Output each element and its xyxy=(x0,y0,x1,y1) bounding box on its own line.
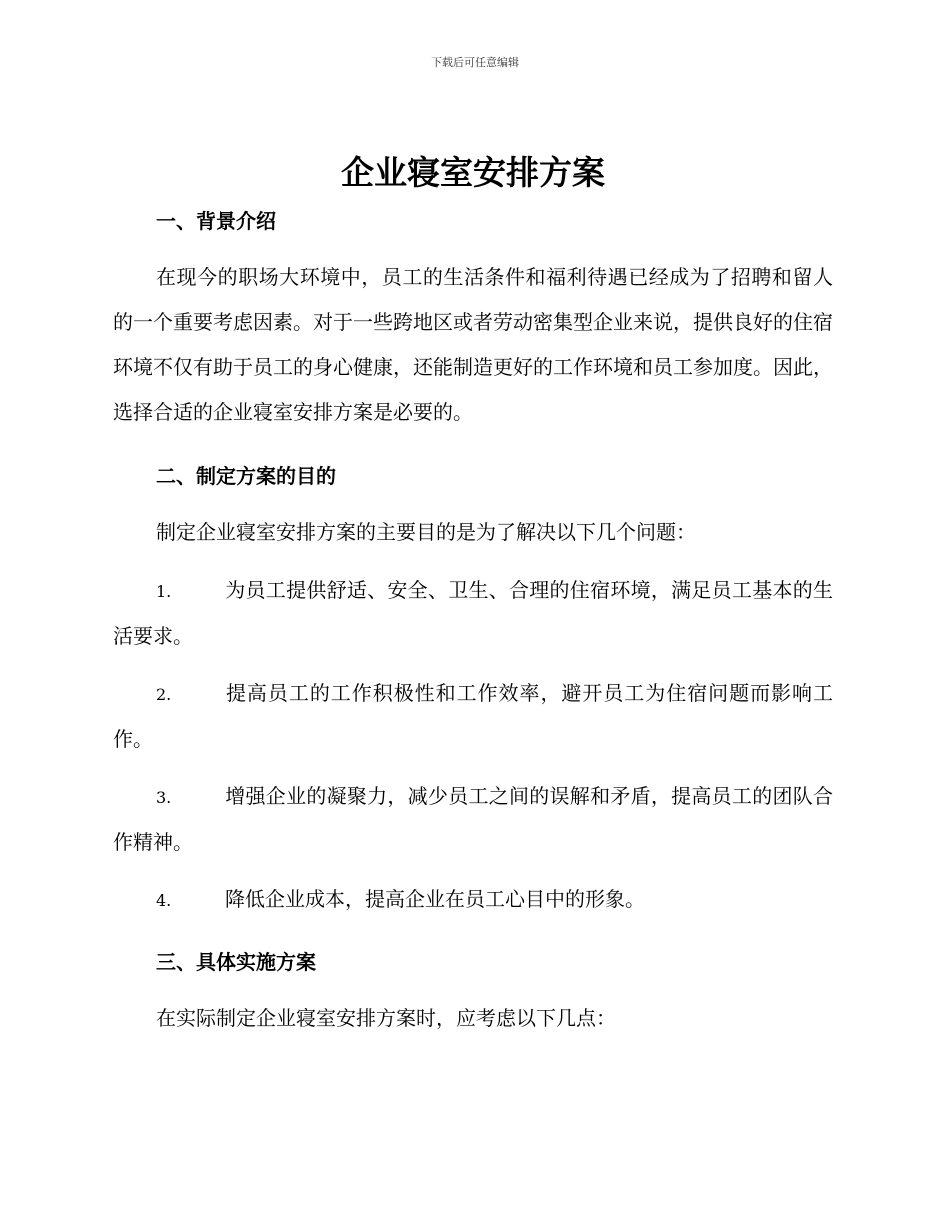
paragraph-implementation-intro: 在实际制定企业寝室安排方案时，应考虑以下几点： xyxy=(156,1006,616,1030)
list-item-number: 1. xyxy=(156,582,172,601)
section-heading-purpose: 二、制定方案的目的 xyxy=(156,464,336,488)
list-item-text: 增强企业的凝聚力，减少员工之间的误解和矛盾，提高员工的团队合作精神。 xyxy=(113,784,833,854)
document-body xyxy=(113,150,833,1041)
list-item-text: 提高员工的工作积极性和工作效率，避开员工为住宿问题而影响工作。 xyxy=(113,681,833,751)
list-item xyxy=(113,671,833,762)
paragraph-purpose-intro: 制定企业寝室安排方案的主要目的是为了解决以下几个问题： xyxy=(156,520,696,544)
list-item-text: 为员工提供舒适、安全、卫生、合理的住宿环境，满足员工基本的生活要求。 xyxy=(113,578,833,648)
paragraph-background: 在现今的职场大环境中，员工的生活条件和福利待遇已经成为了招聘和留人的一个重要考虑因素。对于一些跨地区或者劳动密集型企业来说，提供良好的住宿环境不仅有助于员工的身心健康，还能制造更好的工作环境和员工参加度。因此，选择合适的企业寝室安排方案是必要的。 xyxy=(113,265,833,424)
list-item-number: 2. xyxy=(156,685,172,704)
section-heading-implementation: 三、具体实施方案 xyxy=(156,950,316,974)
list-item xyxy=(113,877,833,923)
list-item xyxy=(113,568,833,659)
list-item-text: 降低企业成本，提高企业在员工心目中的形象。 xyxy=(225,887,645,911)
section-heading-background: 一、背景介绍 xyxy=(156,209,276,233)
document-title: 企业寝室安排方案 xyxy=(341,153,605,192)
list-item-number: 4. xyxy=(156,891,172,910)
list-item xyxy=(113,774,833,865)
list-item-number: 3. xyxy=(156,788,172,807)
header-note: 下载后可任意编辑 xyxy=(431,56,519,69)
